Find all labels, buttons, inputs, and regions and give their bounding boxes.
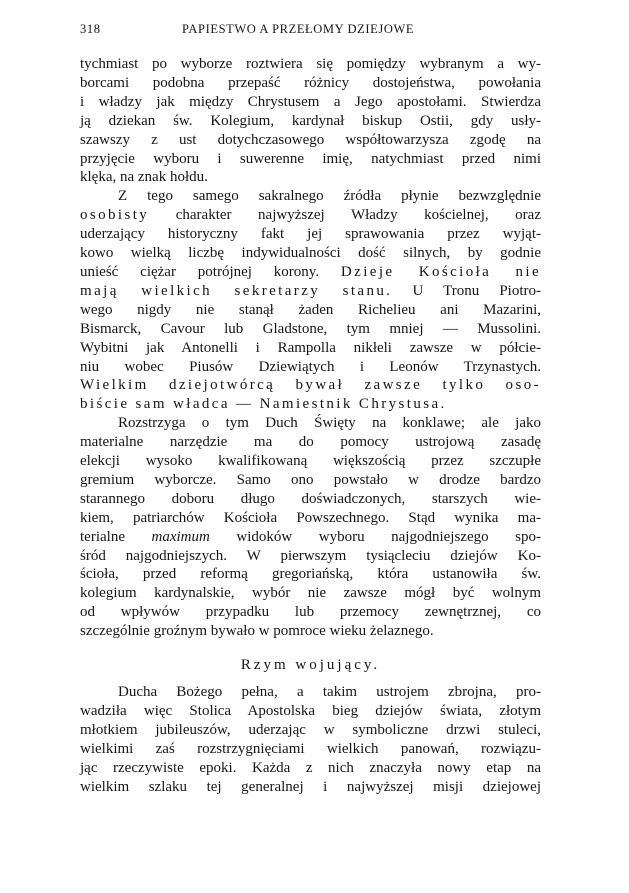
running-title: PAPIESTWO A PRZEŁOMY DZIEJOWE (182, 22, 415, 36)
text-line: Wybitni jak Antonelli i Rampolla nikłeli zawsze w półcie- (80, 339, 541, 356)
text-span: charakter najwyższej Władzy kościelnej, oraz (149, 207, 541, 224)
text-line: i władzy jak między Chrystusem a Jego apostołami. Stwierdza (80, 93, 541, 110)
text-line: jąc rzeczywiste epoki. Każda z nich znaczyła nowy etap na (80, 759, 541, 776)
spaced-emphasis: Dzieje Kościoła nie (340, 263, 541, 280)
text-line: Z tego samego sakralnego źródła płynie bezwzględnie (118, 188, 541, 205)
text-line: kowo wielką liczbę indywidualności dość silnych, by godnie (80, 245, 541, 262)
text-line: tychmiast po wyborze roztwiera się pomiędzy wybranym a wy- (80, 56, 541, 72)
italic-term: maximum (151, 528, 210, 545)
text-line: Rozstrzyga o tym Duch Święty na konklawe; ale jako (118, 415, 541, 432)
text-line: młotkiem jubileuszów, uderzając w symboliczne drzwi stuleci, (80, 721, 541, 738)
spaced-emphasis-line: biście sam władca — Namiestnik Chrystusa. (80, 396, 447, 413)
text-line: wadziła więc Stolica Apostolska bieg dziejów świata, złotym (80, 702, 541, 719)
text-line: materialne narzędzie ma do pomocy ustrojową zasadę (80, 434, 541, 451)
body-text (80, 55, 541, 796)
text-line: przyjęcie wyboru i suwerenne imię, natychmiast przed nimi (80, 150, 541, 167)
text-line: gremium wyborcze. Samo ono powstało w drodze bardzo (80, 471, 541, 488)
text-line: szawszy z ust dotychczasowego współtowarzysza zgodę na (80, 131, 541, 148)
spaced-emphasis: osobisty (80, 207, 150, 224)
text-line: klęka, na znak hołdu. (80, 169, 208, 186)
text-line: uderzający historyczny fakt jej sprawowania przez wyjąt- (80, 226, 541, 243)
text-line: starannego doboru długo doświadczonych, starszych wie- (80, 490, 541, 507)
text-line (80, 282, 541, 301)
text-line: elekcji wysoko kwalifikowaną większością przez szczupłe (80, 453, 541, 470)
text-line: wego nigdy nie stanął żaden Richelieu ani Mazarini, (80, 301, 541, 318)
page-number: 318 (80, 22, 101, 36)
text-line (80, 263, 541, 282)
text-line: Bismarck, Cavour lub Gladstone, tym mniej — Mussolini. (80, 320, 541, 337)
text-line: śród najgodniejszych. W pierwszym tysiącleciu dziejów Ko- (80, 547, 541, 564)
text-line: wielkim szlaku tej generalnej i najwyższej misji dziejowej (80, 778, 541, 795)
text-line (80, 528, 541, 547)
text-line: borcami podobna przepaść różnicy dostojeństwa, powołania (80, 74, 541, 91)
text-line: szczególnie groźnym bywało w pomroce wieku żelaznego. (80, 623, 434, 640)
running-head (80, 22, 550, 42)
text-line: kolegium kardynalskie, wybór nie zawsze mógł być wolnym (80, 585, 541, 602)
section-heading: Rzym wojujący. (240, 657, 381, 674)
text-line: kiem, patriarchów Kościoła Powszechnego. Stąd wynika ma- (80, 509, 541, 526)
text-line: Ducha Bożego pełna, a takim ustrojem zbrojna, pro- (118, 684, 541, 700)
text-span: terialne (80, 528, 152, 545)
text-line (80, 206, 541, 225)
spaced-emphasis-line: Wielkim dziejotwórcą bywał zawsze tylko oso- (80, 377, 541, 394)
spaced-emphasis: mają wielkich sekretarzy stanu. (80, 282, 393, 299)
text-span: widoków wyboru najgodniejszego spo- (209, 528, 541, 545)
text-span: U Tronu Piotro- (392, 282, 541, 299)
text-line: niu wobec Piusów Dziewiątych i Leonów Trzynastych. (80, 358, 541, 375)
text-span: unieść ciężar potrójnej korony. (80, 263, 341, 280)
text-line: wielkimi zaś rozstrzygnięciami wielkich panowań, rozwiązu- (80, 740, 541, 757)
text-line: ścioła, przed reformą gregoriańską, która ustanowiła św. (80, 566, 541, 583)
text-line: ją dziekan św. Kolegium, kardynał biskup Ostii, gdy usły- (80, 112, 541, 129)
text-line: od wpływów przypadku lub przemocy zewnętrznej, co (80, 604, 541, 621)
